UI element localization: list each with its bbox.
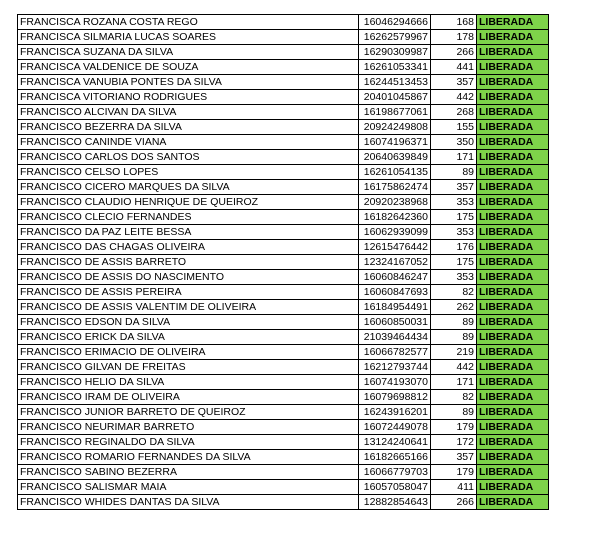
person-name-cell: FRANCISCO CLAUDIO HENRIQUE DE QUEIROZ — [18, 195, 359, 210]
status-cell: LIBERADA — [477, 390, 549, 405]
number-cell: 171 — [431, 375, 477, 390]
person-name-cell: FRANCISCO HELIO DA SILVA — [18, 375, 359, 390]
table-row — [18, 180, 549, 195]
code-cell: 16060847693 — [359, 285, 431, 300]
number-cell: 176 — [431, 240, 477, 255]
number-cell: 175 — [431, 255, 477, 270]
number-cell: 89 — [431, 315, 477, 330]
table-row — [18, 390, 549, 405]
status-cell: LIBERADA — [477, 405, 549, 420]
table-row — [18, 255, 549, 270]
code-cell: 16290309987 — [359, 45, 431, 60]
number-cell: 89 — [431, 405, 477, 420]
number-cell: 89 — [431, 330, 477, 345]
person-name-cell: FRANCISCA SUZANA DA SILVA — [18, 45, 359, 60]
person-name-cell: FRANCISCO DAS CHAGAS OLIVEIRA — [18, 240, 359, 255]
person-name-cell: FRANCISCO CELSO LOPES — [18, 165, 359, 180]
person-name-cell: FRANCISCO DE ASSIS PEREIRA — [18, 285, 359, 300]
status-cell: LIBERADA — [477, 345, 549, 360]
person-name-cell: FRANCISCO WHIDES DANTAS DA SILVA — [18, 495, 359, 510]
status-cell: LIBERADA — [477, 15, 549, 30]
person-name-cell: FRANCISCO ALCIVAN DA SILVA — [18, 105, 359, 120]
person-name-cell: FRANCISCO DE ASSIS DO NASCIMENTO — [18, 270, 359, 285]
person-name-cell: FRANCISCA VALDENICE DE SOUZA — [18, 60, 359, 75]
number-cell: 357 — [431, 180, 477, 195]
data-table — [17, 14, 549, 510]
status-cell: LIBERADA — [477, 465, 549, 480]
number-cell: 179 — [431, 420, 477, 435]
person-name-cell: FRANCISCO REGINALDO DA SILVA — [18, 435, 359, 450]
code-cell: 16261053341 — [359, 60, 431, 75]
status-cell: LIBERADA — [477, 300, 549, 315]
code-cell: 16243916201 — [359, 405, 431, 420]
status-cell: LIBERADA — [477, 315, 549, 330]
code-cell: 21039464434 — [359, 330, 431, 345]
person-name-cell: FRANCISCA SILMARIA LUCAS SOARES — [18, 30, 359, 45]
number-cell: 82 — [431, 390, 477, 405]
number-cell: 178 — [431, 30, 477, 45]
code-cell: 16198677061 — [359, 105, 431, 120]
person-name-cell: FRANCISCO SALISMAR MAIA — [18, 480, 359, 495]
code-cell: 16060850031 — [359, 315, 431, 330]
person-name-cell: FRANCISCO CICERO MARQUES DA SILVA — [18, 180, 359, 195]
person-name-cell: FRANCISCO IRAM DE OLIVEIRA — [18, 390, 359, 405]
table-row — [18, 420, 549, 435]
code-cell: 16079698812 — [359, 390, 431, 405]
table-row — [18, 150, 549, 165]
number-cell: 441 — [431, 60, 477, 75]
person-name-cell: FRANCISCO ERIMACIO DE OLIVEIRA — [18, 345, 359, 360]
number-cell: 353 — [431, 270, 477, 285]
table-row — [18, 315, 549, 330]
number-cell: 266 — [431, 45, 477, 60]
number-cell: 442 — [431, 360, 477, 375]
table-row — [18, 495, 549, 510]
table-row — [18, 405, 549, 420]
number-cell: 442 — [431, 90, 477, 105]
table-row — [18, 165, 549, 180]
person-name-cell: FRANCISCO DE ASSIS VALENTIM DE OLIVEIRA — [18, 300, 359, 315]
person-name-cell: FRANCISCO EDSON DA SILVA — [18, 315, 359, 330]
number-cell: 219 — [431, 345, 477, 360]
table-row — [18, 135, 549, 150]
number-cell: 357 — [431, 450, 477, 465]
person-name-cell: FRANCISCA VITORIANO RODRIGUES — [18, 90, 359, 105]
number-cell: 350 — [431, 135, 477, 150]
status-cell: LIBERADA — [477, 30, 549, 45]
status-cell: LIBERADA — [477, 75, 549, 90]
code-cell: 16175862474 — [359, 180, 431, 195]
table-row — [18, 450, 549, 465]
person-name-cell: FRANCISCO BEZERRA DA SILVA — [18, 120, 359, 135]
status-cell: LIBERADA — [477, 240, 549, 255]
code-cell: 16262579967 — [359, 30, 431, 45]
status-cell: LIBERADA — [477, 435, 549, 450]
number-cell: 179 — [431, 465, 477, 480]
status-cell: LIBERADA — [477, 105, 549, 120]
code-cell: 20401045867 — [359, 90, 431, 105]
status-cell: LIBERADA — [477, 120, 549, 135]
table-row — [18, 375, 549, 390]
code-cell: 16212793744 — [359, 360, 431, 375]
code-cell: 16046294666 — [359, 15, 431, 30]
table-row — [18, 225, 549, 240]
table-row — [18, 90, 549, 105]
table-row — [18, 360, 549, 375]
code-cell: 12615476442 — [359, 240, 431, 255]
status-cell: LIBERADA — [477, 90, 549, 105]
table-row — [18, 240, 549, 255]
table-row — [18, 435, 549, 450]
table-row — [18, 480, 549, 495]
number-cell: 353 — [431, 195, 477, 210]
table-row — [18, 60, 549, 75]
person-name-cell: FRANCISCO JUNIOR BARRETO DE QUEIROZ — [18, 405, 359, 420]
table-row — [18, 105, 549, 120]
number-cell: 262 — [431, 300, 477, 315]
code-cell: 16060846247 — [359, 270, 431, 285]
person-name-cell: FRANCISCA ROZANA COSTA REGO — [18, 15, 359, 30]
code-cell: 12324167052 — [359, 255, 431, 270]
code-cell: 16182642360 — [359, 210, 431, 225]
status-cell: LIBERADA — [477, 225, 549, 240]
status-cell: LIBERADA — [477, 195, 549, 210]
person-name-cell: FRANCISCO ROMARIO FERNANDES DA SILVA — [18, 450, 359, 465]
person-name-cell: FRANCISCA VANUBIA PONTES DA SILVA — [18, 75, 359, 90]
person-name-cell: FRANCISCO ERICK DA SILVA — [18, 330, 359, 345]
code-cell: 16066779703 — [359, 465, 431, 480]
status-cell: LIBERADA — [477, 480, 549, 495]
code-cell: 16244513453 — [359, 75, 431, 90]
number-cell: 175 — [431, 210, 477, 225]
table-row — [18, 120, 549, 135]
person-name-cell: FRANCISCO CLECIO FERNANDES — [18, 210, 359, 225]
code-cell: 16062939099 — [359, 225, 431, 240]
number-cell: 353 — [431, 225, 477, 240]
table-row — [18, 270, 549, 285]
person-name-cell: FRANCISCO DA PAZ LEITE BESSA — [18, 225, 359, 240]
code-cell: 16182665166 — [359, 450, 431, 465]
code-cell: 16074193070 — [359, 375, 431, 390]
status-cell: LIBERADA — [477, 375, 549, 390]
code-cell: 13124240641 — [359, 435, 431, 450]
person-name-cell: FRANCISCO NEURIMAR BARRETO — [18, 420, 359, 435]
number-cell: 266 — [431, 495, 477, 510]
status-cell: LIBERADA — [477, 270, 549, 285]
number-cell: 82 — [431, 285, 477, 300]
status-cell: LIBERADA — [477, 420, 549, 435]
code-cell: 16066782577 — [359, 345, 431, 360]
code-cell: 16184954491 — [359, 300, 431, 315]
code-cell: 16074196371 — [359, 135, 431, 150]
status-cell: LIBERADA — [477, 60, 549, 75]
number-cell: 89 — [431, 165, 477, 180]
status-cell: LIBERADA — [477, 165, 549, 180]
person-name-cell: FRANCISCO DE ASSIS BARRETO — [18, 255, 359, 270]
table-row — [18, 330, 549, 345]
number-cell: 172 — [431, 435, 477, 450]
person-name-cell: FRANCISCO GILVAN DE FREITAS — [18, 360, 359, 375]
code-cell: 16072449078 — [359, 420, 431, 435]
table-row — [18, 210, 549, 225]
number-cell: 168 — [431, 15, 477, 30]
table-row — [18, 345, 549, 360]
status-cell: LIBERADA — [477, 150, 549, 165]
person-name-cell: FRANCISCO SABINO BEZERRA — [18, 465, 359, 480]
number-cell: 155 — [431, 120, 477, 135]
code-cell: 20640639849 — [359, 150, 431, 165]
table-row — [18, 285, 549, 300]
number-cell: 357 — [431, 75, 477, 90]
status-cell: LIBERADA — [477, 180, 549, 195]
person-name-cell: FRANCISCO CANINDE VIANA — [18, 135, 359, 150]
table-row — [18, 45, 549, 60]
table-row — [18, 75, 549, 90]
status-cell: LIBERADA — [477, 330, 549, 345]
table-body — [18, 15, 549, 510]
code-cell: 20920238968 — [359, 195, 431, 210]
status-cell: LIBERADA — [477, 495, 549, 510]
number-cell: 171 — [431, 150, 477, 165]
status-cell: LIBERADA — [477, 450, 549, 465]
table-row — [18, 195, 549, 210]
person-name-cell: FRANCISCO CARLOS DOS SANTOS — [18, 150, 359, 165]
number-cell: 411 — [431, 480, 477, 495]
code-cell: 20924249808 — [359, 120, 431, 135]
status-cell: LIBERADA — [477, 210, 549, 225]
code-cell: 16057058047 — [359, 480, 431, 495]
table-row — [18, 30, 549, 45]
status-cell: LIBERADA — [477, 135, 549, 150]
number-cell: 268 — [431, 105, 477, 120]
table-row — [18, 15, 549, 30]
status-cell: LIBERADA — [477, 360, 549, 375]
table-row — [18, 465, 549, 480]
status-cell: LIBERADA — [477, 285, 549, 300]
table-row — [18, 300, 549, 315]
status-cell: LIBERADA — [477, 255, 549, 270]
status-cell: LIBERADA — [477, 45, 549, 60]
code-cell: 12882854643 — [359, 495, 431, 510]
code-cell: 16261054135 — [359, 165, 431, 180]
